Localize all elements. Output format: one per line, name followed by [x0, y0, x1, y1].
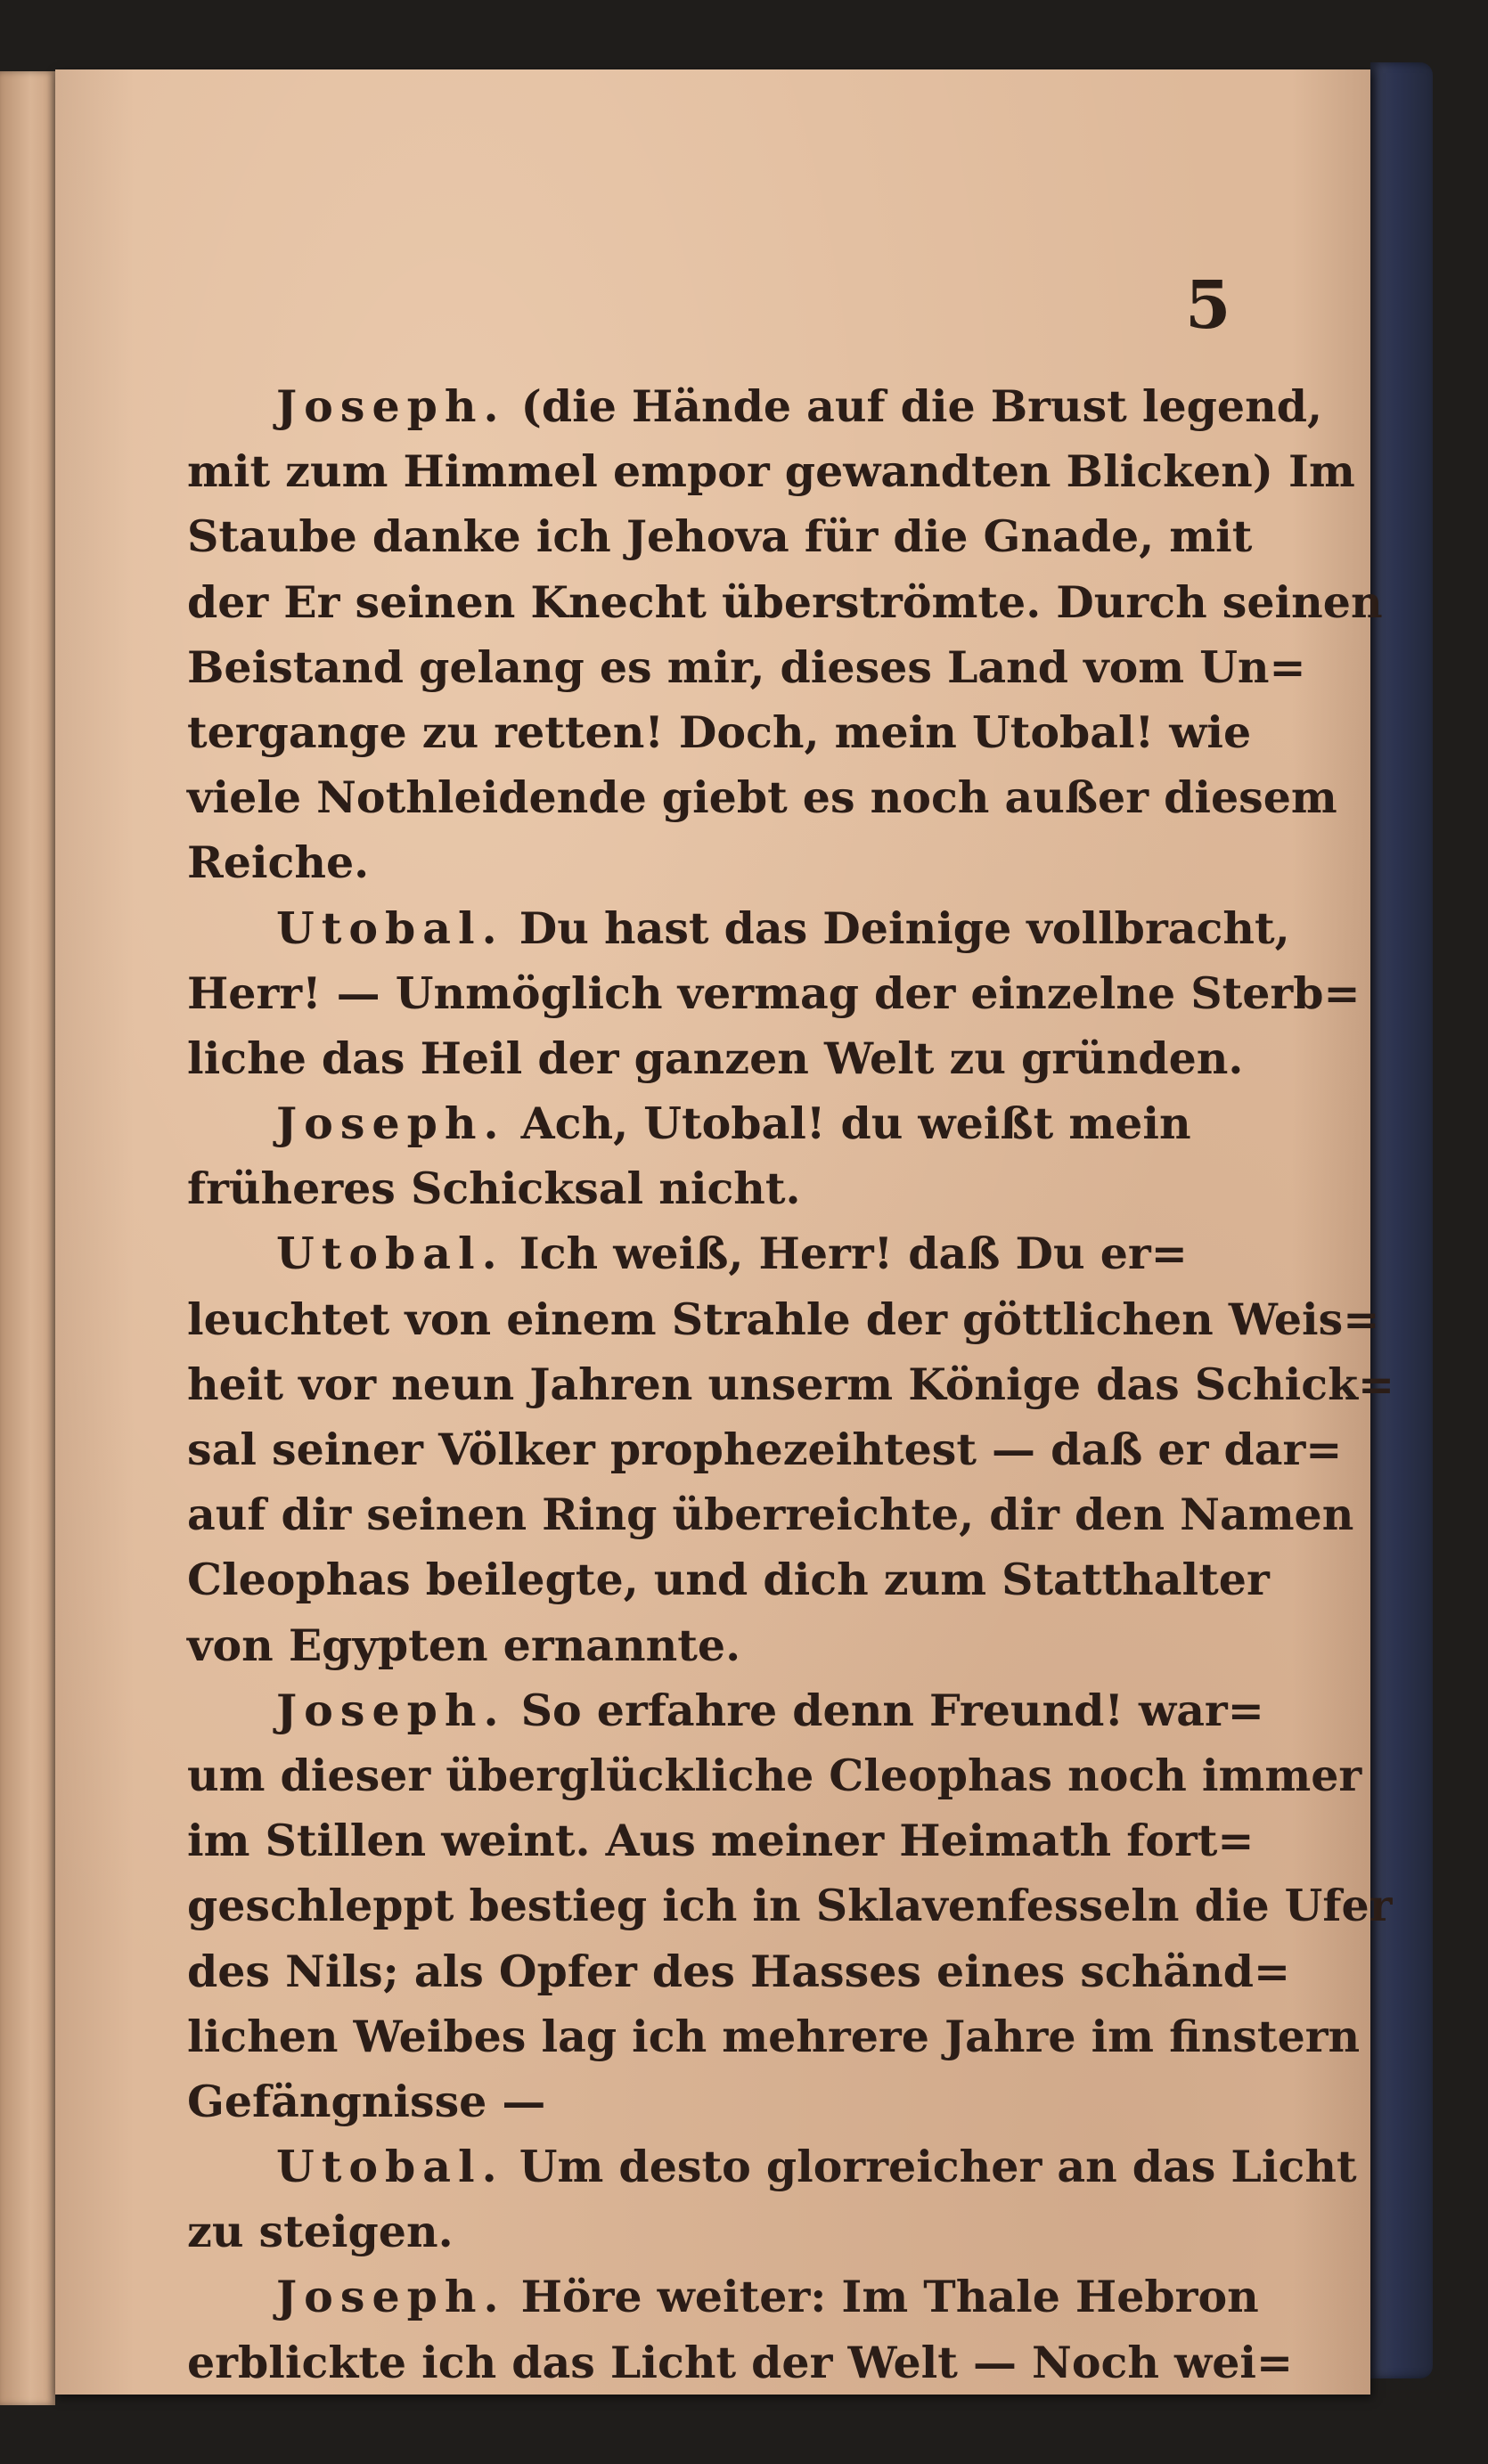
text-line [187, 1287, 1380, 1352]
line-text: liche das Heil der ganzen Welt zu gründen. [187, 1032, 1244, 1084]
text-line [187, 1482, 1354, 1547]
line-text: tergange zu retten! Doch, mein Utobal! wie [187, 706, 1252, 758]
line-text: heit vor neun Jahren unserm Könige das Schick= [187, 1358, 1395, 1410]
text-line [187, 961, 1361, 1026]
text-line [187, 1417, 1343, 1482]
text-line [187, 2134, 1357, 2199]
line-text: (die Hände auf die Brust legend, [505, 380, 1323, 432]
text-line [187, 1091, 1239, 1156]
text-line [187, 1808, 1255, 1873]
text-line [187, 2199, 1239, 2264]
text-line [187, 2264, 1259, 2329]
text-line [187, 765, 1337, 830]
speaker-name: Joseph. [276, 2271, 506, 2323]
text-line [187, 1873, 1393, 1938]
line-text: im Stillen weint. Aus meiner Heimath fort= [187, 1815, 1255, 1867]
text-line [187, 1678, 1264, 1743]
line-text: Gefängnisse — [187, 2075, 546, 2127]
text-line [187, 374, 1323, 439]
line-text: Höre weiter: Im Thale Hebron [505, 2271, 1259, 2323]
line-text: Du hast das Deinige vollbracht, [503, 902, 1290, 954]
text-line [187, 635, 1306, 700]
text-line [187, 439, 1355, 504]
line-text: So erfahre denn Freund! war= [505, 1684, 1264, 1736]
text-line [187, 1547, 1270, 1612]
text-line [187, 1352, 1395, 1417]
line-text: Reiche. [187, 836, 370, 889]
line-text: Herr! — Unmöglich vermag der einzelne Sterb= [187, 967, 1361, 1019]
line-text: von Egypten ernannte. [187, 1619, 741, 1671]
line-text: früheres Schicksal nicht. [187, 1163, 801, 1215]
line-text: Beistand gelang es mir, dieses Land vom Un= [187, 640, 1306, 693]
speaker-name: Joseph. [276, 1097, 506, 1150]
line-text: Um desto glorreicher an das Licht [503, 2141, 1357, 2193]
line-text: Staube danke ich Jehova für die Gnade, mit [187, 510, 1253, 563]
text-line [187, 2069, 1239, 2134]
line-text: des Nils; als Opfer des Hasses eines schänd= [187, 1945, 1291, 1997]
line-text: der Er seinen Knecht überströmte. Durch seinen [187, 575, 1383, 628]
line-text: Cleophas beilegte, und dich zum Statthalter [187, 1554, 1270, 1606]
line-text: auf dir seinen Ring überreichte, dir den Namen [187, 1489, 1354, 1541]
speaker-name: Utobal. [276, 902, 504, 954]
line-text: mit zum Himmel empor gewandten Blicken) Im [187, 445, 1355, 498]
text-line [187, 700, 1252, 765]
line-text: Ach, Utobal! du weißt mein [505, 1097, 1191, 1150]
text-line [187, 504, 1253, 569]
line-text: zu steigen. [187, 2206, 454, 2258]
line-text: leuchtet von einem Strahle der göttlichen Weis= [187, 1293, 1380, 1345]
page-text [187, 374, 1395, 2395]
line-text: Ich weiß, Herr! daß Du er= [503, 1228, 1188, 1280]
line-text: sal seiner Völker prophezeihtest — daß er dar= [187, 1424, 1343, 1475]
speaker-name: Joseph. [276, 1684, 506, 1736]
line-text: erblickte ich das Licht der Welt — Noch wei= [187, 2336, 1294, 2388]
text-line [187, 1156, 1239, 1221]
line-text: um dieser überglückliche Cleophas noch immer [187, 1749, 1362, 1801]
text-line [187, 896, 1290, 961]
page-number: 5 [1185, 267, 1231, 344]
text-line [187, 1221, 1239, 1286]
text-line [187, 1939, 1291, 2004]
line-text: viele Nothleidende giebt es noch außer diesem [187, 771, 1337, 824]
text-line [187, 1026, 1244, 1091]
text-line [187, 2004, 1361, 2069]
line-text: geschleppt bestieg ich in Sklavenfesseln die Ufer [187, 1880, 1393, 1932]
speaker-name: Utobal. [276, 2141, 504, 2193]
text-line [187, 830, 1239, 895]
speaker-name: Joseph. [276, 380, 506, 432]
text-line [187, 570, 1383, 635]
speaker-name: Utobal. [276, 1228, 504, 1280]
left-page-edge [0, 71, 55, 2405]
line-text: lichen Weibes lag ich mehrere Jahre im finstern [187, 2010, 1361, 2062]
text-line [187, 1743, 1362, 1808]
text-line [187, 1613, 1239, 1678]
book-cover-edge [1370, 62, 1433, 2378]
text-line [187, 2330, 1294, 2395]
